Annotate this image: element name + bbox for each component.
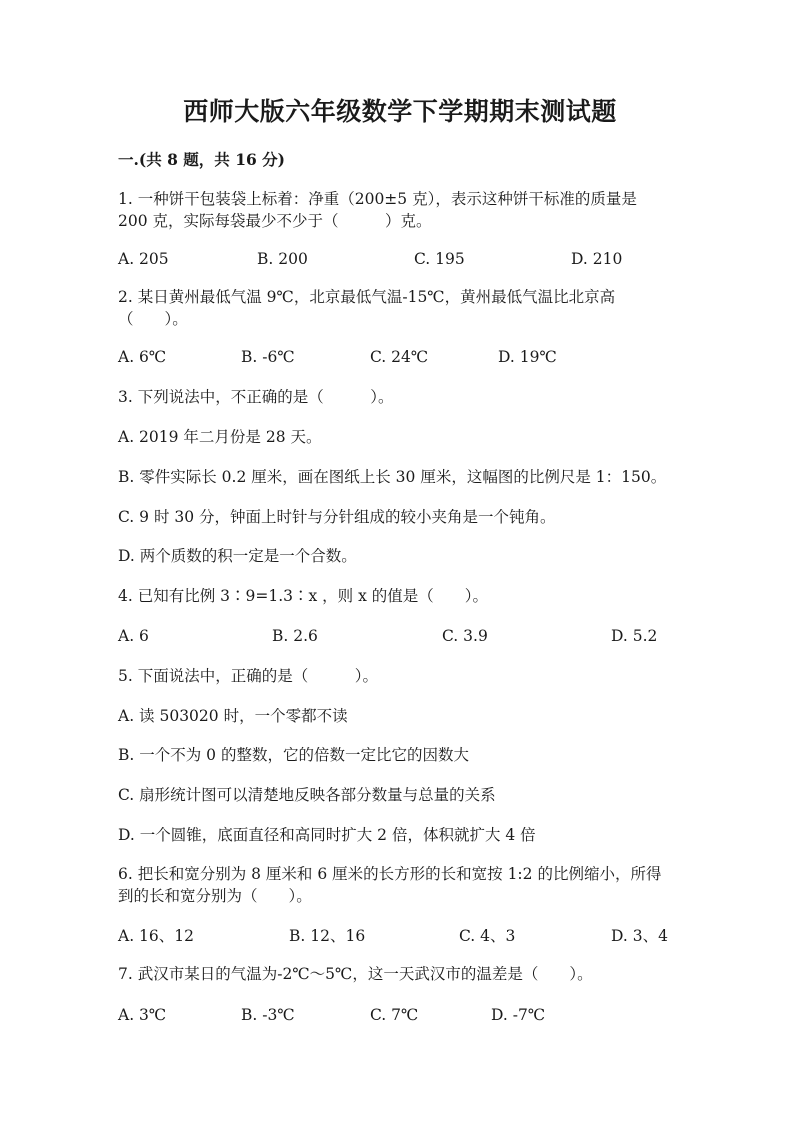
question-5-line-1: 5. 下面说法中，正确的是（ ）。 <box>118 667 378 685</box>
question-3-option-d: D. 两个质数的积一定是一个合数。 <box>118 547 357 565</box>
question-2-line-1: 2. 某日黄州最低气温 9℃，北京最低气温-15℃，黄州最低气温比北京高 <box>118 288 616 306</box>
question-2-option-b: B. -6℃ <box>241 348 295 366</box>
question-7-option-d: D. -7℃ <box>491 1006 546 1024</box>
question-2-option-c: C. 24℃ <box>370 348 429 366</box>
question-5-option-a: A. 读 503020 时，一个零都不读 <box>118 707 348 725</box>
question-1-option-b: B. 200 <box>257 250 308 268</box>
question-2-option-d: D. 19℃ <box>498 348 557 366</box>
question-5-option-d: D. 一个圆锥，底面直径和高同时扩大 2 倍，体积就扩大 4 倍 <box>118 826 536 844</box>
question-4-option-a: A. 6 <box>118 627 149 645</box>
question-6-option-c: C. 4、3 <box>459 927 516 945</box>
question-4-option-d: D. 5.2 <box>611 627 658 645</box>
question-1-line-2: 200 克，实际每袋最少不少于（ ）克。 <box>118 212 432 230</box>
page-title: 西师大版六年级数学下学期期末测试题 <box>183 97 617 126</box>
question-2-line-2: （ ）。 <box>118 310 188 328</box>
question-1-option-c: C. 195 <box>414 250 465 268</box>
question-3-option-a: A. 2019 年二月份是 28 天。 <box>118 428 322 446</box>
question-6-option-b: B. 12、16 <box>289 927 366 945</box>
question-6-line-1: 6. 把长和宽分别为 8 厘米和 6 厘米的长方形的长和宽按 1:2 的比例缩小，所得 <box>118 865 662 883</box>
question-3-line-1: 3. 下列说法中，不正确的是（ ）。 <box>118 388 394 406</box>
question-7-option-b: B. -3℃ <box>241 1006 295 1024</box>
question-7-option-a: A. 3℃ <box>118 1006 167 1024</box>
question-5-option-b: B. 一个不为 0 的整数，它的倍数一定比它的因数大 <box>118 746 469 764</box>
question-2-option-a: A. 6℃ <box>118 348 167 366</box>
question-6-option-a: A. 16、12 <box>118 927 194 945</box>
question-1-option-d: D. 210 <box>571 250 623 268</box>
question-1-line-1: 1. 一种饼干包装袋上标着：净重（200±5 克），表示这种饼干标准的质量是 <box>118 190 637 208</box>
question-1-option-a: A. 205 <box>118 250 169 268</box>
question-3-option-c: C. 9 时 30 分，钟面上时针与分针组成的较小夹角是一个钝角。 <box>118 508 556 526</box>
question-4-line-1: 4. 已知有比例 3∶9=1.3∶x ，则 x 的值是（ ）。 <box>118 587 489 605</box>
question-7-line-1: 7. 武汉市某日的气温为-2℃～5℃，这一天武汉市的温差是（ ）。 <box>118 965 593 983</box>
section-heading: 一.(共 8 题，共 16 分) <box>118 150 286 169</box>
question-4-option-c: C. 3.9 <box>442 627 488 645</box>
question-4-option-b: B. 2.6 <box>272 627 318 645</box>
question-7-option-c: C. 7℃ <box>370 1006 419 1024</box>
question-6-option-d: D. 3、4 <box>611 927 668 945</box>
question-3-option-b: B. 零件实际长 0.2 厘米，画在图纸上长 30 厘米，这幅图的比例尺是 1：150。 <box>118 468 667 486</box>
question-5-option-c: C. 扇形统计图可以清楚地反映各部分数量与总量的关系 <box>118 786 496 804</box>
question-6-line-2: 到的长和宽分别为（ ）。 <box>118 887 312 905</box>
